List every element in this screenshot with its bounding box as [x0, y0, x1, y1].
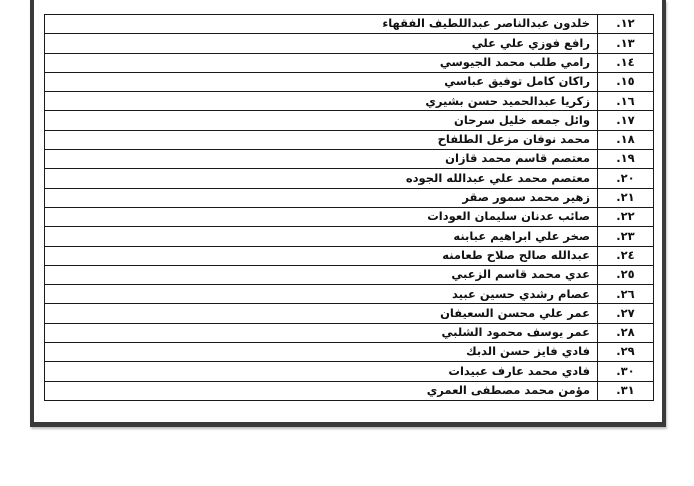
row-number: ١٥. — [598, 72, 654, 91]
row-number: ٣١. — [598, 381, 654, 400]
row-name: عمر علي محسن السعيفان — [45, 304, 598, 323]
table-row — [45, 304, 654, 323]
row-number: ١٢. — [598, 15, 654, 34]
table-row — [45, 265, 654, 284]
row-name: مؤمن محمد مصطفى العمري — [45, 381, 598, 400]
table-row — [45, 169, 654, 188]
table-row — [45, 111, 654, 130]
row-name: صائب عدنان سليمان العودات — [45, 207, 598, 226]
row-number: ٢٢. — [598, 207, 654, 226]
row-name: فادي فايز حسن الدبك — [45, 343, 598, 362]
row-number: ٢٣. — [598, 227, 654, 246]
table-row — [45, 150, 654, 169]
table-row — [45, 343, 654, 362]
row-number: ١٧. — [598, 111, 654, 130]
row-name: زكريا عبدالحميد حسن بشيري — [45, 92, 598, 111]
row-number: ١٤. — [598, 53, 654, 72]
table-row — [45, 362, 654, 381]
row-number: ١٨. — [598, 130, 654, 149]
table-row — [45, 72, 654, 91]
row-name: وائل جمعه خليل سرحان — [45, 111, 598, 130]
row-name: فادي محمد عارف عبيدات — [45, 362, 598, 381]
row-name: خلدون عبدالناصر عبداللطيف الفقهاء — [45, 15, 598, 34]
row-number: ٢١. — [598, 188, 654, 207]
row-number: ١٦. — [598, 92, 654, 111]
row-number: ٢٥. — [598, 265, 654, 284]
row-name: عدي محمد قاسم الزعبي — [45, 265, 598, 284]
row-name: معتصم قاسم محمد قازان — [45, 150, 598, 169]
row-name: عمر يوسف محمود الشلبي — [45, 323, 598, 342]
names-table-body — [45, 15, 654, 401]
table-row — [45, 323, 654, 342]
table-row — [45, 381, 654, 400]
table-row — [45, 285, 654, 304]
table-row — [45, 207, 654, 226]
row-name: رامي طلب محمد الجيوسي — [45, 53, 598, 72]
row-number: ٢٤. — [598, 246, 654, 265]
table-row — [45, 92, 654, 111]
row-number: ٣٠. — [598, 362, 654, 381]
row-number: ٢٧. — [598, 304, 654, 323]
table-row — [45, 188, 654, 207]
row-number: ٢٨. — [598, 323, 654, 342]
row-name: راكان كامل توفيق عباسي — [45, 72, 598, 91]
table-row — [45, 227, 654, 246]
row-name: معتصم محمد علي عبدالله الجوده — [45, 169, 598, 188]
table-row — [45, 246, 654, 265]
row-name: رافع فوزي علي علي — [45, 34, 598, 53]
table-row — [45, 53, 654, 72]
row-name: عصام رشدي حسين عبيد — [45, 285, 598, 304]
table-row — [45, 34, 654, 53]
row-name: صخر علي ابراهيم عبابنه — [45, 227, 598, 246]
table-row — [45, 15, 654, 34]
row-name: عبدالله صالح صلاح طعامنه — [45, 246, 598, 265]
row-number: ١٩. — [598, 150, 654, 169]
row-name: محمد نوفان مزعل الطلفاح — [45, 130, 598, 149]
row-name: زهير محمد سمور صقر — [45, 188, 598, 207]
row-number: ٢٦. — [598, 285, 654, 304]
names-table — [44, 14, 654, 401]
row-number: ٢٠. — [598, 169, 654, 188]
row-number: ١٣. — [598, 34, 654, 53]
row-number: ٢٩. — [598, 343, 654, 362]
table-row — [45, 130, 654, 149]
